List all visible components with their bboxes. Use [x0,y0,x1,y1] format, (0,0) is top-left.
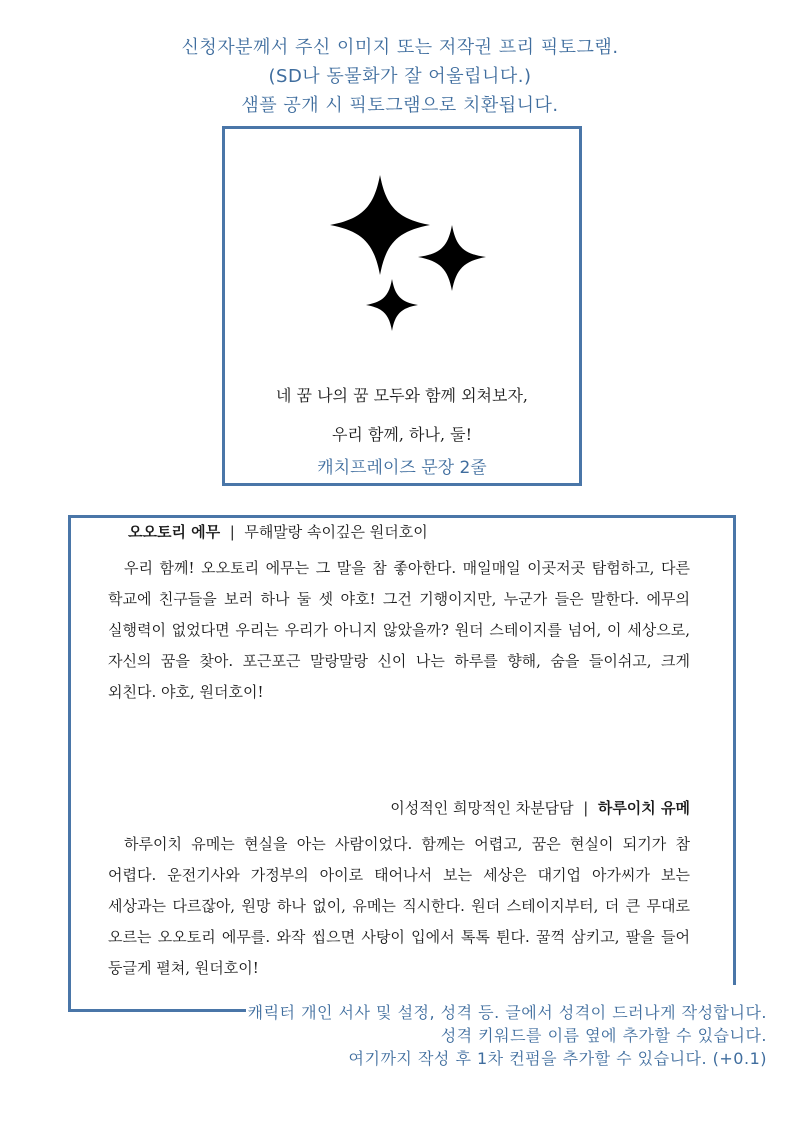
instruction-note-bottom [248,1001,767,1070]
instruction-line: 성격 키워드를 이름 옆에 추가할 수 있습니다. [440,1026,767,1045]
large-sparkle-shape [330,175,430,275]
character-1-story: 우리 함께! 오오토리 에무는 그 말을 참 좋아한다. 매일매일 이곳저곳 탐험하고, 다른 학교에 친구들을 보러 하나 둘 셋 야호! 그건 기행이지만, 누군가 들은 말한다. 에무의 실행력이 없었다면 우리는 우리가 아니지 않았을까? 원더 스테이지를 넘어, 이 세상으로, 자신의 꿈을 찾아. 포근포근 말랑말랑 신이 나는 하루를 향해, 숨을 들이쉬고, 크게 외친다. 야호, 원더호이! [108,559,690,701]
character-1-name: 오오토리 에무 [128,523,221,541]
catchphrase-line-2: 우리 함께, 하나, 둘! [331,425,473,444]
story-frame-left-border [68,515,71,1012]
instruction-line: 신청자분께서 주신 이미지 또는 저작권 프리 픽토그램. [181,37,619,58]
instruction-line: 샘플 공개 시 픽토그램으로 치환됩니다. [241,95,559,116]
medium-sparkle-shape [418,225,486,291]
small-sparkle-shape [366,279,418,331]
catchphrase-line-1: 네 꿈 나의 꿈 모두와 함께 외쳐보자, [276,386,528,405]
sparkles-icon [330,175,500,335]
instruction-line: 캐릭터 개인 서사 및 설정, 성격 등. 글에서 성격이 드러나게 작성합니다. [247,1003,767,1022]
catchphrase-note: 캐치프레이즈 문장 2줄 [317,458,487,478]
heading-separator: | [583,799,589,817]
character-1-heading [128,521,428,542]
character-2-keywords: 이성적인 희망적인 차분담담 [390,799,574,817]
character-1-keywords: 무해말랑 속이깊은 원더호이 [244,523,428,541]
instruction-line: 여기까지 작성 후 1차 컨펌을 추가할 수 있습니다. (+0.1) [348,1049,767,1068]
story-frame-bottom-border [68,1009,246,1012]
character-2-name: 하루이치 유메 [597,799,690,817]
character-2-heading [390,797,690,818]
instruction-note-top [0,33,800,120]
character-2-story: 하루이치 유메는 현실을 아는 사람이었다. 함께는 어렵고, 꿈은 현실이 되기가 참 어렵다. 운전기사와 가정부의 아이로 태어나서 보는 세상은 대기업 아가씨가 보는 세상과는 다르잖아, 원망 하나 없이, 유메는 직시한다. 원더 스테이지부터, 더 큰 무대로 오르는 오오토리 에무를. 와작 씹으면 사탕이 입에서 톡톡 튄다. 꿀꺽 삼키고, 팔을 들어 둥글게 펼쳐, 원더호이! [108,835,690,977]
story-frame-right-border [733,515,736,985]
story-frame-top-border [68,515,736,518]
heading-separator: | [229,523,235,541]
instruction-line: (SD나 동물화가 잘 어울립니다.) [268,66,532,87]
